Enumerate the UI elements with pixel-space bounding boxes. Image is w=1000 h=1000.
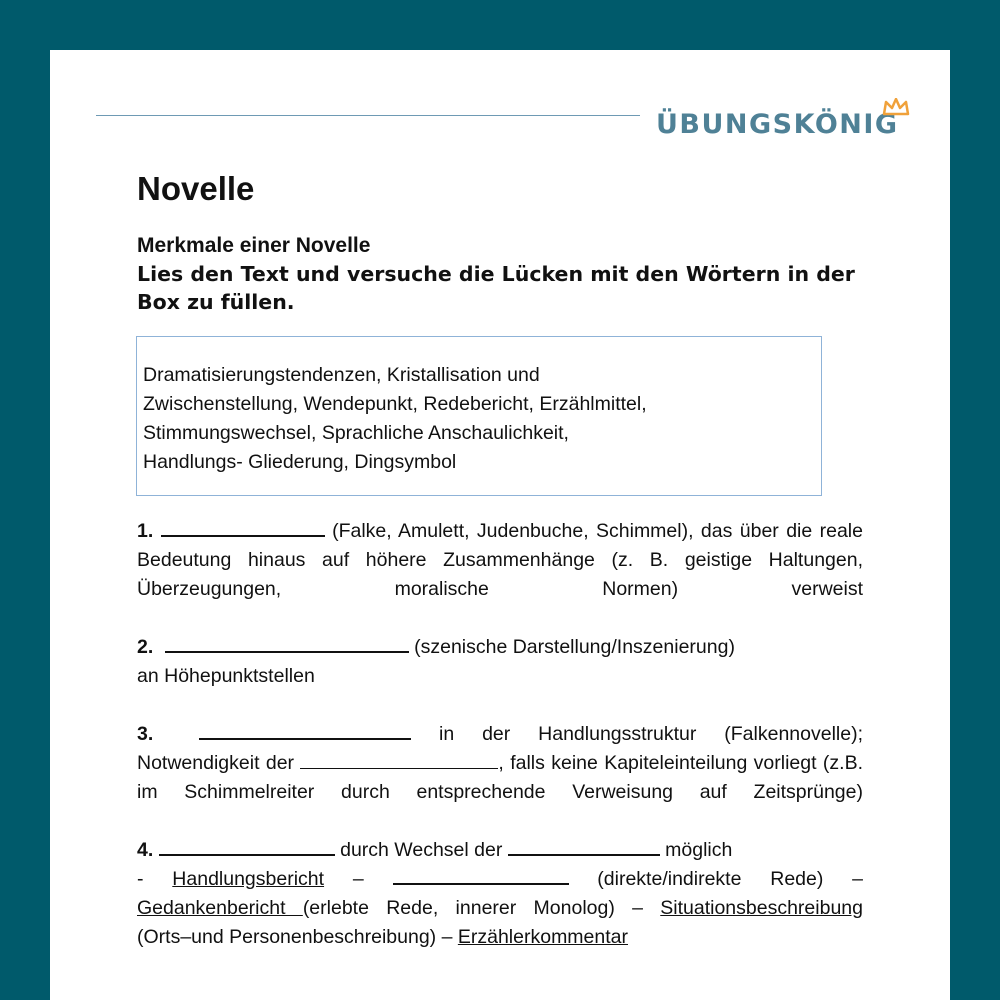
word-box-line: Stimmungswechsel, Sprachliche Anschaulichkeit, bbox=[143, 422, 569, 444]
item-text: (Falke, Amulett, Judenbuche, Schimmel), das über die reale Bedeutung hinaus auf höhere Zusammenhänge (z. B. geistige Haltungen, Überzeugungen, moralische Normen) verweist bbox=[137, 520, 863, 600]
item-number: 4. bbox=[137, 839, 154, 861]
item-text: durch Wechsel der bbox=[334, 839, 508, 861]
word-box-line: Dramatisierungstendenzen, Kristallisation und bbox=[143, 364, 540, 386]
exercise-item-3 bbox=[137, 720, 863, 807]
instructions bbox=[137, 232, 857, 316]
instruction-line-2: Box zu füllen. bbox=[137, 290, 295, 314]
word-box bbox=[136, 336, 822, 496]
answer-blank[interactable] bbox=[393, 865, 569, 885]
exercise-item-2 bbox=[137, 633, 863, 691]
item-number: 3. bbox=[137, 723, 154, 745]
brand-logo-text: ÜBUNGSKÖNIG bbox=[656, 109, 899, 140]
answer-blank[interactable] bbox=[161, 517, 325, 537]
section-subtitle: Merkmale einer Novelle bbox=[137, 234, 371, 257]
answer-blank[interactable] bbox=[199, 720, 411, 740]
exercise-item-1 bbox=[137, 517, 863, 604]
item-number: 2. bbox=[137, 636, 154, 658]
page-title: Novelle bbox=[137, 170, 255, 207]
item-text: , falls keine Kapiteleinteilung vorliegt (z.B. im Schimmelreiter durch entsprechende Verweisung auf Zeitsprünge) bbox=[137, 752, 863, 803]
worksheet-page bbox=[50, 50, 950, 1000]
answer-blank[interactable] bbox=[165, 633, 409, 653]
item-text: (direkte/indirekte Rede) – bbox=[568, 868, 863, 890]
item-text: (szenische Darstellung/Inszenierung) bbox=[408, 636, 735, 658]
exercise-list bbox=[137, 517, 863, 981]
term-handlungsbericht: Handlungsbericht bbox=[172, 868, 325, 890]
instruction-line-1: Lies den Text und versuche die Lücken mit den Wörtern in der bbox=[137, 262, 855, 286]
term-erzaehlerkommentar: Erzählerkommentar bbox=[457, 926, 628, 948]
exercise-item-4 bbox=[137, 836, 863, 952]
answer-blank[interactable] bbox=[508, 836, 660, 856]
term-situationsbeschreibung: Situationsbeschreibung bbox=[660, 897, 863, 919]
header-rule bbox=[96, 115, 640, 116]
answer-blank[interactable] bbox=[300, 750, 498, 769]
item-text: (Orts–und Personenbeschreibung) – bbox=[137, 926, 458, 948]
item-text-line2: an Höhepunktstellen bbox=[137, 665, 315, 687]
word-box-line: Handlungs- Gliederung, Dingsymbol bbox=[143, 451, 457, 473]
term-gedankenbericht: Gedankenbericht bbox=[137, 897, 303, 919]
item-text: – bbox=[324, 868, 393, 890]
item-text: - bbox=[137, 868, 173, 890]
crown-icon bbox=[882, 98, 910, 116]
item-text: (erlebte Rede, innerer Monolog) – bbox=[302, 897, 661, 919]
word-box-line: Zwischenstellung, Wendepunkt, Redebericht, Erzählmittel, bbox=[143, 393, 647, 415]
answer-blank[interactable] bbox=[159, 836, 335, 856]
item-number: 1. bbox=[137, 520, 154, 542]
item-text: möglich bbox=[659, 839, 733, 861]
item-text: in der Handlungsstruktur (Falkennovelle); Notwendigkeit der bbox=[137, 723, 864, 774]
